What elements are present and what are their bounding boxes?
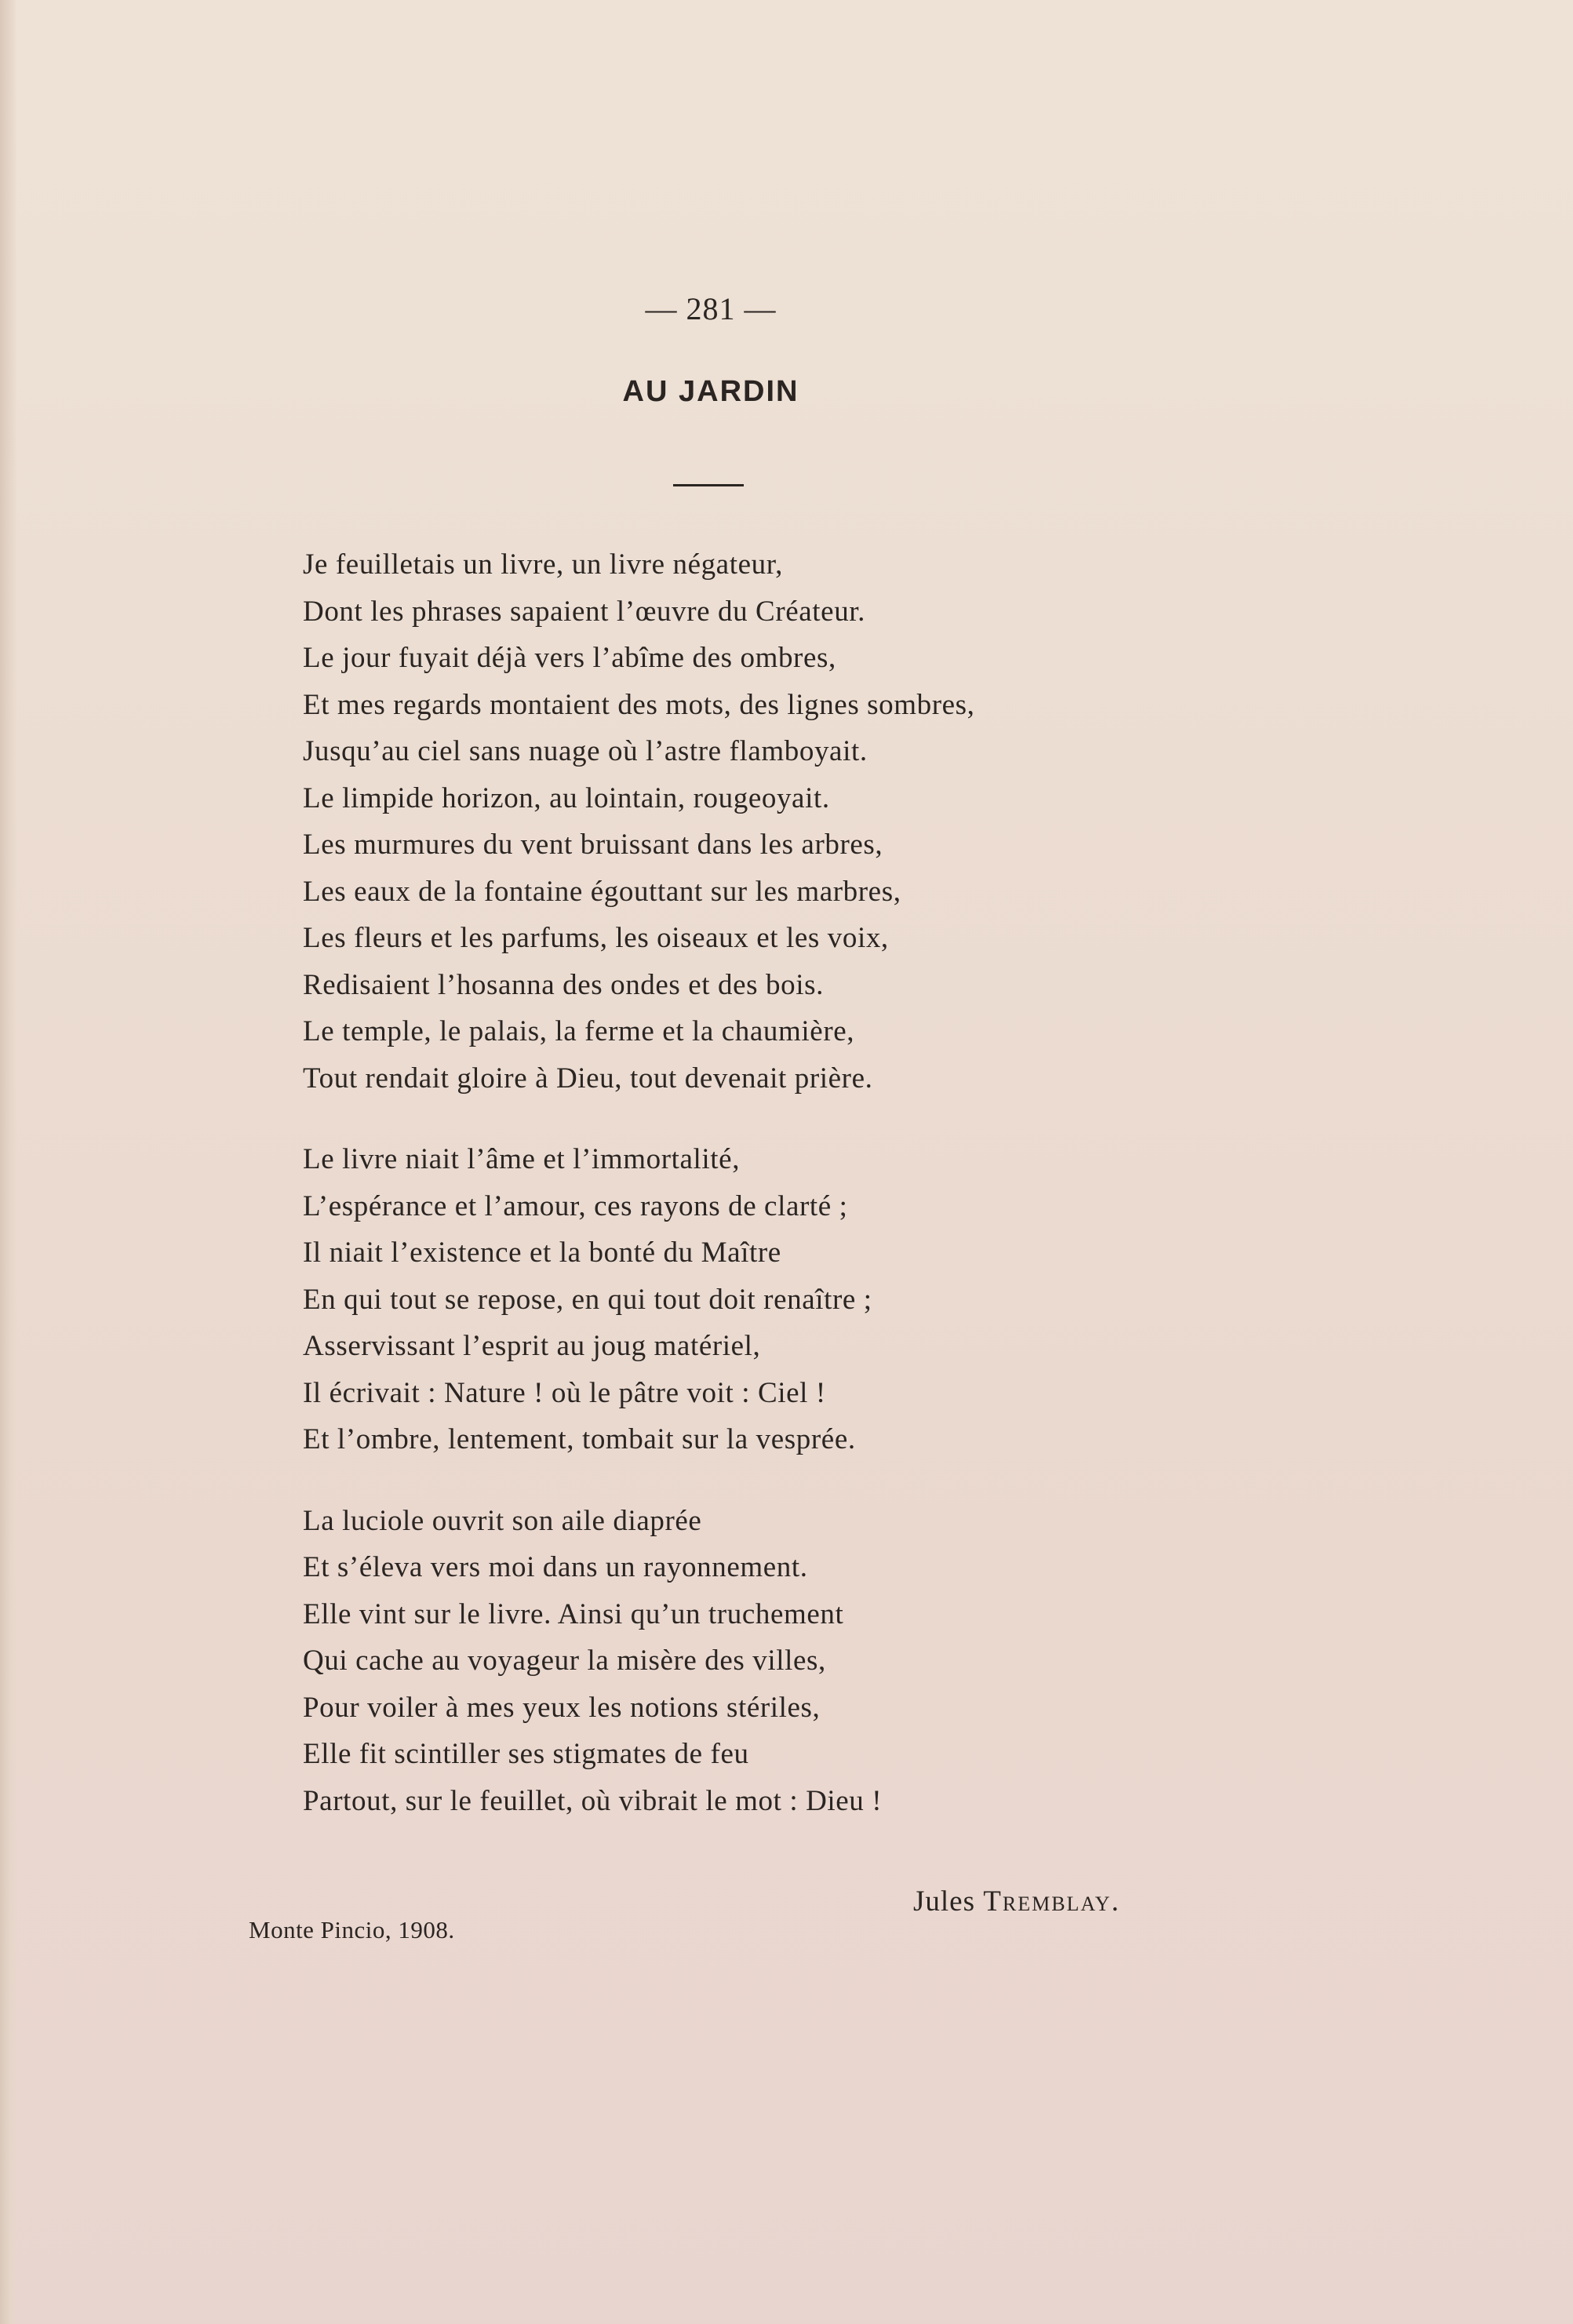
poem-line: Tout rendait gloire à Dieu, tout devenait prière.: [303, 1062, 873, 1095]
poem-line: Je feuilletais un livre, un livre négateur,: [303, 548, 784, 581]
poem-line: Et l’ombre, lentement, tombait sur la vesprée.: [303, 1423, 856, 1455]
poem-stanza: [303, 1498, 1284, 1825]
poem-stanza: [303, 541, 1284, 1102]
poem-stanza: [303, 1136, 1284, 1463]
page-number: — 281 —: [645, 291, 777, 326]
poem-line: Asservissant l’esprit au joug matériel,: [303, 1330, 761, 1362]
title-divider: [673, 484, 744, 486]
poem-body: [303, 541, 1284, 1824]
poem-line: Il écrivait : Nature ! où le pâtre voit : Ciel !: [303, 1376, 826, 1409]
poem-line: L’espérance et l’amour, ces rayons de clarté ;: [303, 1189, 848, 1222]
poem-line: En qui tout se repose, en qui tout doit renaître ;: [303, 1283, 872, 1316]
author-signature: [913, 1885, 1120, 1918]
poem-line: Qui cache au voyageur la misère des villes,: [303, 1645, 826, 1677]
poem-line: Partout, sur le feuillet, où vibrait le mot : Dieu !: [303, 1784, 883, 1817]
poem-line: Le livre niait l’âme et l’immortalité,: [303, 1143, 741, 1175]
author-first-name: Jules: [913, 1885, 975, 1918]
poem-line: Les murmures du vent bruissant dans les arbres,: [303, 829, 883, 861]
poem-line: Le limpide horizon, au lointain, rougeoyait.: [303, 781, 830, 814]
poem-line: Dont les phrases sapaient l’œuvre du Créateur.: [303, 595, 866, 628]
poem-line: Redisaient l’hosanna des ondes et des bois.: [303, 968, 824, 1001]
poem-line: Le jour fuyait déjà vers l’abîme des ombres,: [303, 642, 836, 674]
place-and-date: Monte Pincio, 1908.: [249, 1916, 455, 1943]
poem-line: Pour voiler à mes yeux les notions stériles,: [303, 1691, 821, 1724]
poem-line: Et s’éleva vers moi dans un rayonnement.: [303, 1551, 808, 1583]
poem-line: Les eaux de la fontaine égouttant sur les marbres,: [303, 875, 901, 908]
author-surname: Tremblay.: [983, 1885, 1120, 1918]
poem-line: Elle fit scintiller ses stigmates de feu: [303, 1738, 749, 1770]
poem-line: Le temple, le palais, la ferme et la chaumière,: [303, 1015, 855, 1047]
poem-title: AU JARDIN: [622, 375, 799, 408]
poem-line: La luciole ouvrit son aile diaprée: [303, 1504, 702, 1537]
poem-line: Elle vint sur le livre. Ainsi qu’un truchement: [303, 1597, 844, 1630]
poem-line: Il niait l’existence et la bonté du Maître: [303, 1237, 781, 1269]
poem-line: Jusqu’au ciel sans nuage où l’astre flamboyait.: [303, 735, 868, 767]
poem-line: Les fleurs et les parfums, les oiseaux et les voix,: [303, 922, 889, 954]
page-left-edge: [0, 0, 17, 2324]
poem-line: Et mes regards montaient des mots, des lignes sombres,: [303, 688, 975, 721]
